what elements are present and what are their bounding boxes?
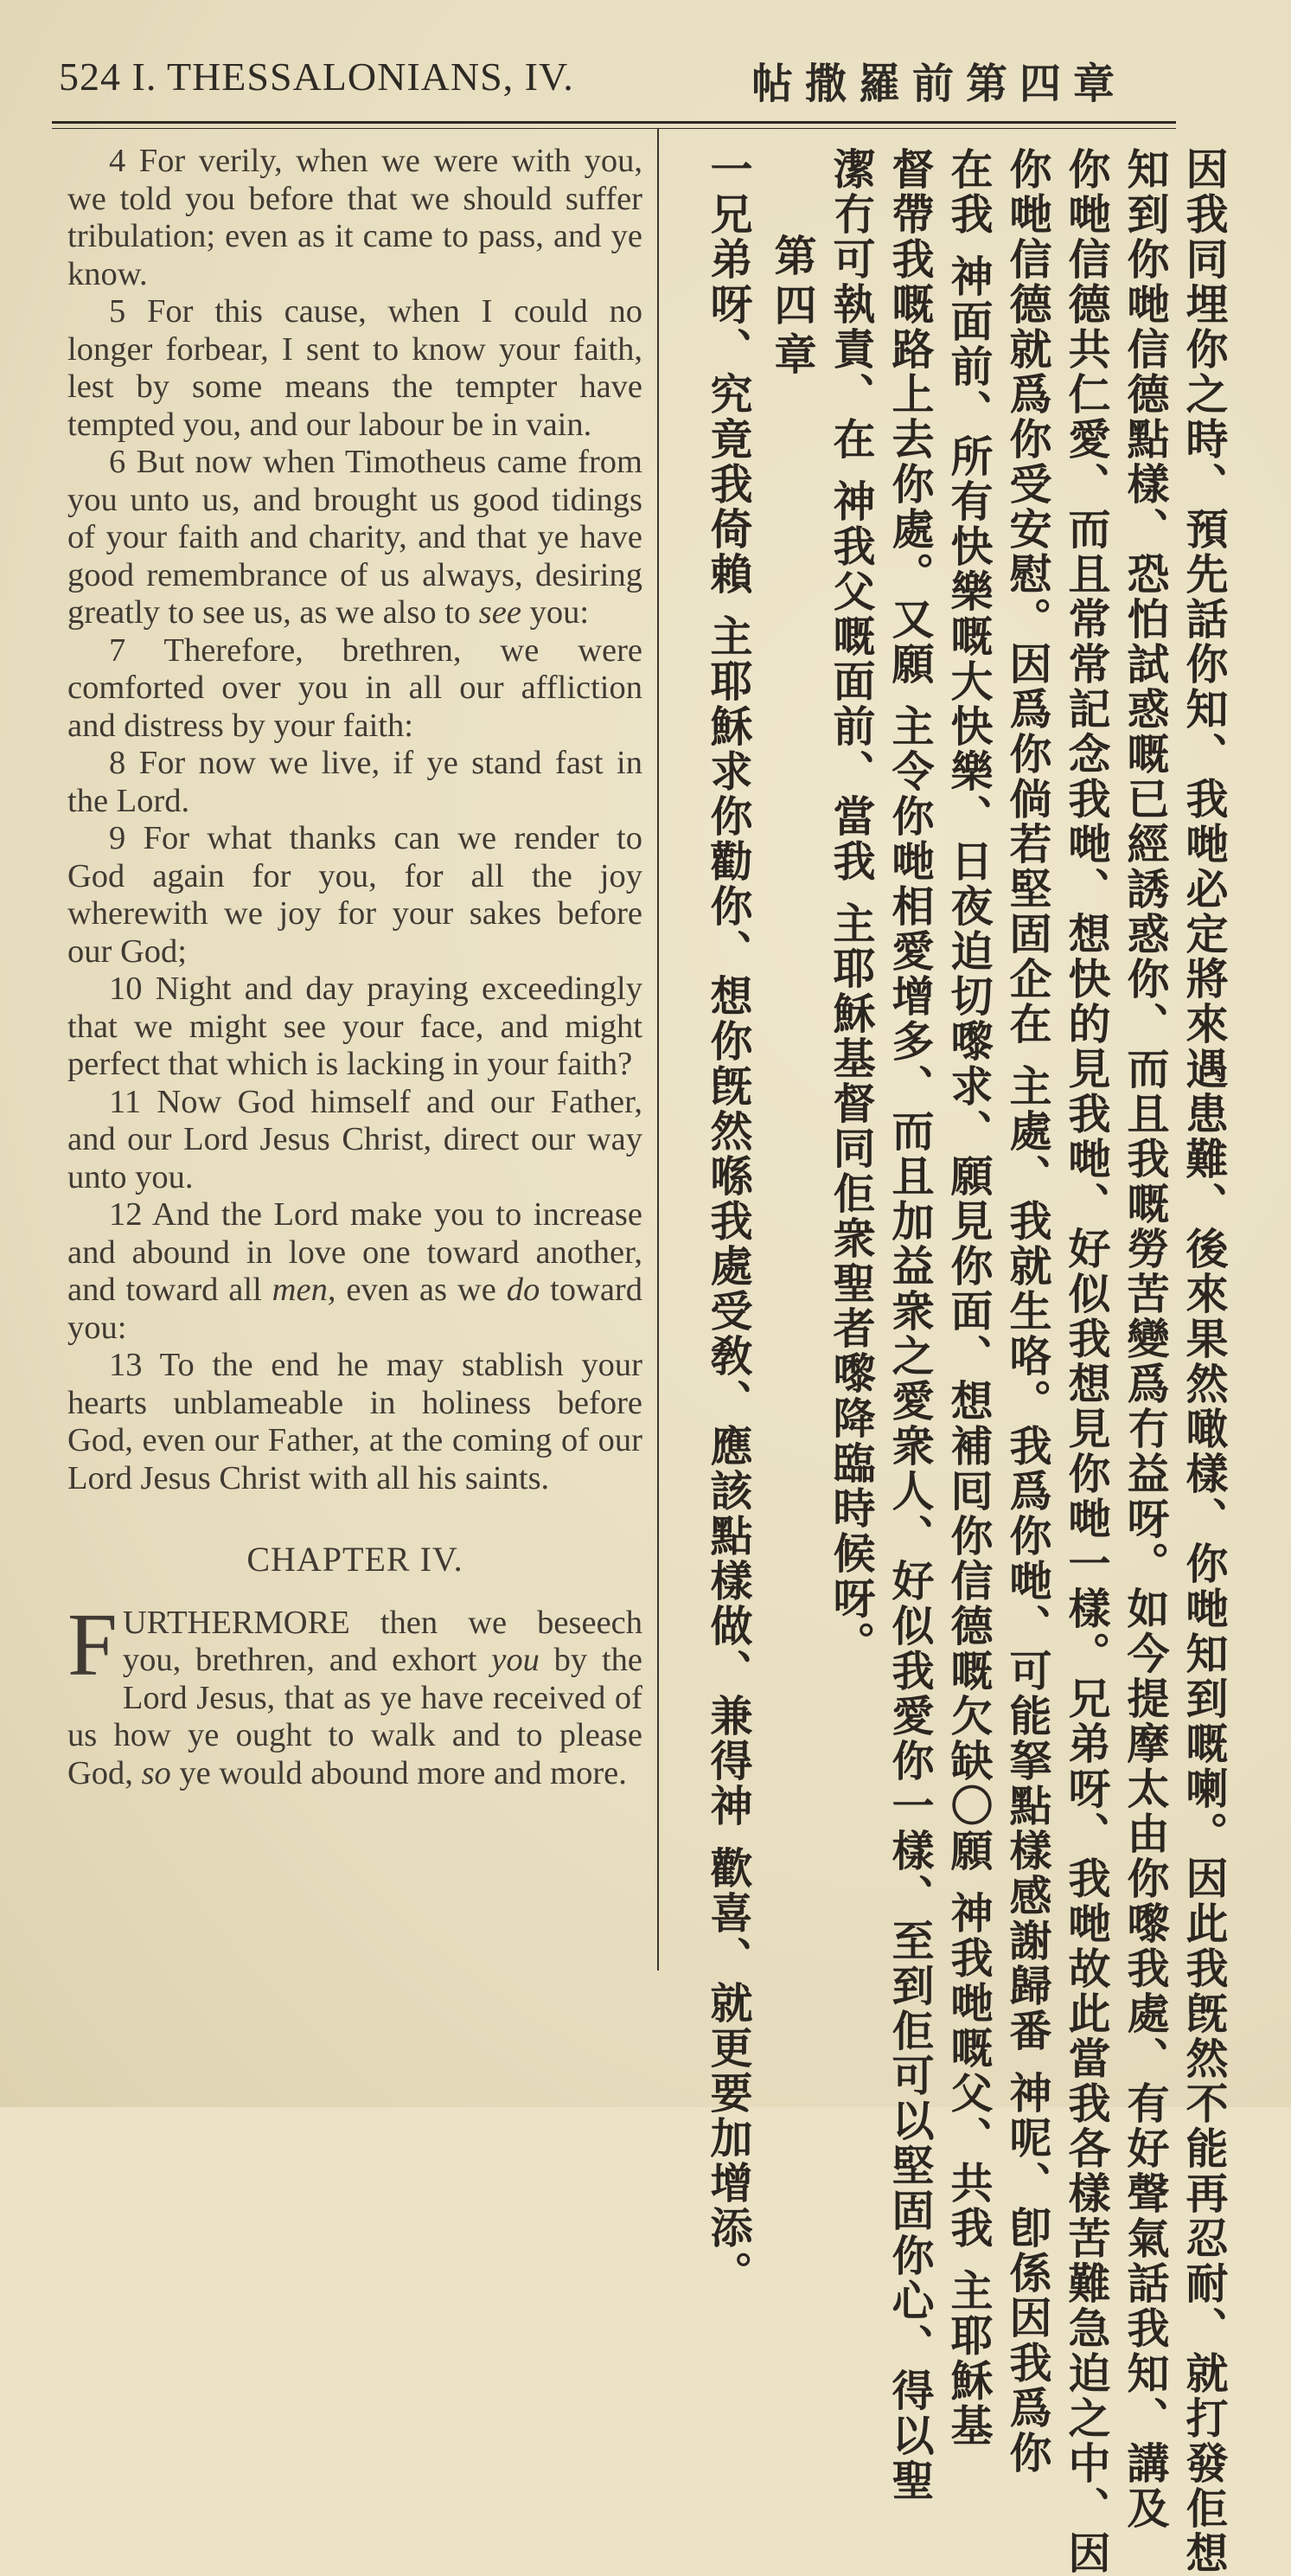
chinese-chapter-heading: 第四章: [768, 234, 817, 381]
verse-10: 10 Night and day praying exceedingly that we might see your face, and might perfect that which is lacking in your faith?: [67, 971, 642, 1082]
chinese-column-9: 一兄弟呀、究竟我倚賴 主耶穌求你勸你、想你旣然喺我處受敎、應該點樣做、兼得神 歡喜、就更要加增添。: [704, 147, 753, 2297]
page-header-english: 524 I. THESSALONIANS, IV.: [59, 54, 574, 99]
chinese-column-2: 知到你哋信德點樣、恐怕試惑嘅已經誘惑你、而且我嘅勞苦變爲冇益呀。如今提摩太由你嚟我處、有好聲氣話我知、講及: [1121, 147, 1170, 2531]
header-rule: [52, 121, 1176, 124]
chinese-column-4: 你哋信德就爲你受安慰。因爲你倘若堅固企在 主處、我就生咯。我爲你哋、可能拏點樣感謝歸番 神呢、卽係因我爲你: [1003, 147, 1052, 2477]
chapter-4-verse-1: FURTHERMORE then we beseech you, brethren, and exhort you by the Lord Jesus, that as ye have received of us how ye ought to walk and to please God, so ye would abound more and more.: [67, 1594, 642, 1791]
verse-5: 5 For this cause, when I could no longer forbear, I sent to know your faith, lest by some means the tempter have tempted you, and our labour be in vain.: [67, 293, 642, 443]
page-header-chinese: 帖撒羅前第四章: [751, 60, 1127, 108]
verse-12-italic-men: men,: [272, 1272, 336, 1308]
chinese-column-1: 因我同埋你之時、預先話你知、我哋必定將來遇患難、後來果然噉樣、你哋知到嘅喇。因此我旣然不能再忍耐、就打發佢想: [1179, 147, 1229, 2576]
verse-9: 9 For what thanks can we render to God again for you, for all the joy wherewith we joy for your sakes before our God;: [67, 820, 642, 970]
chapter-heading: CHAPTER IV.: [246, 1540, 463, 1579]
chinese-text-column: [683, 147, 1254, 2576]
ch4-italic-so: so: [141, 1754, 171, 1791]
ch4-italic-you: you: [491, 1642, 540, 1678]
english-text-column: [67, 143, 642, 1792]
drop-cap: F: [67, 1594, 118, 1695]
verse-8: 8 For now we live, if ye stand fast in the Lord.: [67, 745, 642, 819]
chinese-column-6: 督帶我嘅路上去你處。又願 主令你哋相愛增多、而且加益衆之愛衆人、好似我愛你一樣、至到佢可以堅固你心、得以聖: [885, 147, 935, 2504]
verse-11: 11 Now God himself and our Father, and our Lord Jesus Christ, direct our way unto you.: [67, 1083, 642, 1195]
verse-13: 13 To the end he may stablish your hearts unblameable in holiness before God, even our Father, at the coming of our Lord Jesus Christ with all his saints.: [67, 1347, 642, 1496]
verse-6-italic: see: [478, 594, 521, 631]
verse-7: 7 Therefore, brethren, we were comforted over you in all our affliction and distress by your faith:: [67, 631, 642, 744]
chinese-column-5: 在我 神面前、所有快樂嘅大快樂、日夜迫切嚟求、願見你面、想補囘你信德嘅欠缺〇願 神我哋嘅父、共我 主耶穌基: [944, 147, 994, 2449]
chinese-column-3: 你哋信德共仁愛、而且常常記念我哋、想快的見我哋、好似我想見你哋一樣。兄弟呀、我哋故此當我各樣苦難急迫之中、因: [1062, 147, 1111, 2576]
column-divider: [657, 128, 659, 1970]
verse-6: 6 But now when Timotheus came from you unto us, and brought us good tidings of your faith and charity, and that ye have good remembrance of us always, desiring greatly to see us, as we also to see you:: [67, 444, 642, 631]
verse-12-italic-do: do: [506, 1272, 540, 1308]
verse-12: 12 And the Lord make you to increase and abound in love one toward another, and toward all men, even as we do toward you:: [67, 1196, 642, 1346]
verse-4: 4 For verily, when we were with you, we told you before that we should suffer tribulation; even as it came to pass, and ye know.: [67, 143, 642, 292]
header-rule-thin: [52, 128, 1176, 129]
chinese-column-7: 潔冇可執責、在 神我父嘅面前、當我 主耶穌基督同佢衆聖者嚟降臨時候呀。: [827, 147, 876, 1667]
